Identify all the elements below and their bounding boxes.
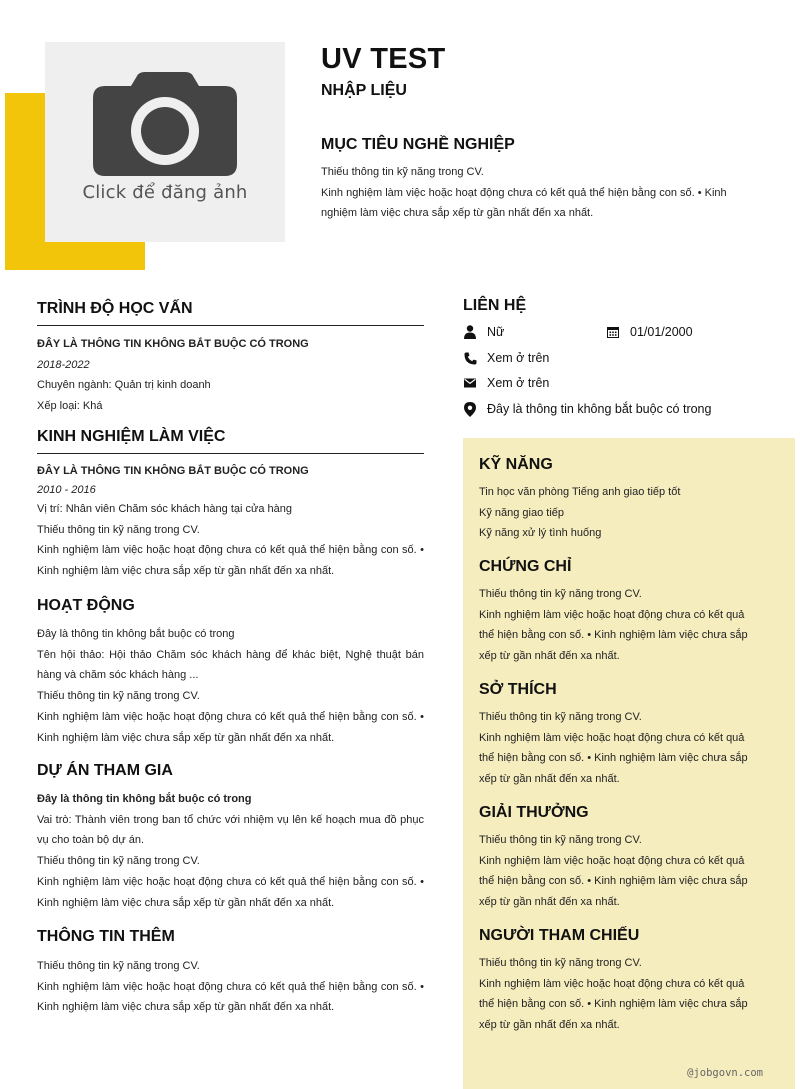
extra-info-line: Kinh nghiệm làm việc hoặc hoạt động chưa có kết quả thể hiện bằng con số. • Kinh nghiệm làm việc chưa sắp xếp từ gần nhất đến xa nhất. [37, 980, 424, 1014]
projects-section [37, 762, 424, 913]
activities-line: Kinh nghiệm làm việc hoặc hoạt động chưa có kết quả thể hiện bằng con số. • Kinh nghiệm làm việc chưa sắp xếp từ gần nhất đến xa nhất. [37, 710, 424, 744]
hobbies-line: Thiếu thông tin kỹ năng trong CV. [479, 711, 642, 723]
education-period: 2018-2022 [37, 358, 90, 371]
skill-item: Kỹ năng giao tiếp [479, 506, 565, 519]
projects-role: Vai trò: Thành viên trong ban tổ chức với nhiệm vụ lên kế hoạch mua đồ phục vụ cho toàn bộ dự án. [37, 813, 424, 847]
phone-icon [463, 351, 477, 365]
contact-gender [463, 325, 504, 339]
activities-title: HOẠT ĐỘNG [37, 597, 135, 614]
contact-title: LIÊN HỆ [463, 297, 527, 314]
experience-company: ĐÂY LÀ THÔNG TIN KHÔNG BẮT BUỘC CÓ TRONG [37, 465, 309, 477]
certificates-section [479, 558, 751, 667]
address-value: Đây là thông tin không bắt buộc có trong [487, 402, 712, 416]
education-grade: Xếp loại: Khá [37, 400, 103, 413]
skill-item: Kỹ năng xử lý tình huống [479, 527, 602, 540]
skill-item: Tin học văn phòng Tiếng anh giao tiếp tốt [479, 486, 681, 498]
activities-line: Thiếu thông tin kỹ năng trong CV. [37, 690, 200, 703]
education-section [37, 300, 424, 417]
hobbies-section [479, 681, 751, 790]
experience-position: Vị trí: Nhân viên Chăm sóc khách hàng tại cửa hàng [37, 503, 293, 515]
education-school: ĐÂY LÀ THÔNG TIN KHÔNG BẮT BUỘC CÓ TRONG [37, 338, 309, 350]
certificates-title: CHỨNG CHỈ [479, 558, 572, 575]
candidate-name: UV TEST [321, 43, 446, 75]
camera-icon [93, 72, 237, 176]
calendar-icon [606, 325, 620, 339]
hobbies-title: SỞ THÍCH [479, 681, 557, 698]
awards-section [479, 804, 751, 913]
job-title: NHẬP LIỆU [321, 82, 407, 99]
experience-period: 2010 - 2016 [37, 483, 96, 496]
projects-name: Đây là thông tin không bắt buộc có trong [37, 793, 252, 805]
gender-value: Nữ [487, 325, 505, 339]
extra-info-section [37, 928, 424, 1018]
person-icon [463, 325, 477, 339]
objective-section [321, 136, 741, 224]
phone-value: Xem ở trên [487, 351, 550, 365]
certificates-line: Thiếu thông tin kỹ năng trong CV. [479, 588, 642, 600]
experience-title: KINH NGHIỆM LÀM VIỆC [37, 428, 424, 454]
extra-info-title: THÔNG TIN THÊM [37, 928, 175, 945]
references-section [479, 927, 751, 1036]
references-line: Kinh nghiệm làm việc hoặc hoạt động chưa có kết quả thể hiện bằng con số. • Kinh nghiệm làm việc chưa sắp xếp từ gần nhất đến xa nhất. [479, 977, 748, 1032]
experience-section [37, 428, 424, 582]
objective-line: Kinh nghiệm làm việc hoặc hoạt động chưa có kết quả thể hiện bằng con số. • Kinh nghiệm làm việc chưa sắp xếp từ gần nhất đến xa nhất. [321, 186, 727, 220]
email-value: Xem ở trên [487, 376, 550, 390]
hobbies-line: Kinh nghiệm làm việc hoặc hoạt động chưa có kết quả thể hiện bằng con số. • Kinh nghiệm làm việc chưa sắp xếp từ gần nhất đến xa nhất. [479, 731, 748, 786]
objective-line: Thiếu thông tin kỹ năng trong CV. [321, 166, 484, 178]
contact-email [463, 376, 549, 390]
photo-upload-label: Click để đăng ảnh [82, 182, 248, 203]
skills-section [479, 456, 751, 544]
projects-line: Thiếu thông tin kỹ năng trong CV. [37, 855, 200, 868]
references-title: NGƯỜI THAM CHIẾU [479, 927, 640, 944]
experience-note: Kinh nghiệm làm việc hoặc hoạt động chưa có kết quả thể hiện bằng con số. • Kinh nghiệm làm việc chưa sắp xếp từ gần nhất đến xa nhất. [37, 544, 424, 578]
awards-title: GIẢI THƯỞNG [479, 804, 589, 821]
education-title: TRÌNH ĐỘ HỌC VẤN [37, 300, 424, 326]
photo-upload[interactable] [45, 42, 285, 242]
references-line: Thiếu thông tin kỹ năng trong CV. [479, 957, 642, 969]
location-pin-icon [463, 402, 477, 416]
birthday-value: 01/01/2000 [630, 325, 693, 339]
education-major: Chuyên ngành: Quản trị kinh doanh [37, 379, 211, 392]
envelope-icon [463, 376, 477, 390]
awards-line: Kinh nghiệm làm việc hoặc hoạt động chưa có kết quả thể hiện bằng con số. • Kinh nghiệm làm việc chưa sắp xếp từ gần nhất đến xa nhất. [479, 854, 748, 909]
activities-section [37, 597, 424, 748]
contact-address [463, 402, 711, 416]
certificates-line: Kinh nghiệm làm việc hoặc hoạt động chưa có kết quả thể hiện bằng con số. • Kinh nghiệm làm việc chưa sắp xếp từ gần nhất đến xa nhất. [479, 608, 748, 663]
projects-title: DỰ ÁN THAM GIA [37, 762, 173, 779]
projects-line: Kinh nghiệm làm việc hoặc hoạt động chưa có kết quả thể hiện bằng con số. • Kinh nghiệm làm việc chưa sắp xếp từ gần nhất đến xa nhất. [37, 875, 424, 909]
objective-title: MỤC TIÊU NGHỀ NGHIỆP [321, 136, 515, 153]
activities-line: Tên hội thảo: Hội thảo Chăm sóc khách hàng để khác biệt, Nghệ thuật bán hàng và chăm sóc khách hàng ... [37, 648, 424, 682]
contact-phone [463, 351, 549, 365]
activities-line: Đây là thông tin không bắt buộc có trong [37, 628, 235, 640]
awards-line: Thiếu thông tin kỹ năng trong CV. [479, 834, 642, 846]
extra-info-line: Thiếu thông tin kỹ năng trong CV. [37, 960, 200, 972]
contact-birthday [606, 325, 693, 339]
skills-title: KỸ NĂNG [479, 456, 553, 473]
right-panel [463, 438, 795, 1089]
experience-note: Thiếu thông tin kỹ năng trong CV. [37, 523, 200, 536]
watermark: @jobgovn.com [687, 1067, 763, 1079]
